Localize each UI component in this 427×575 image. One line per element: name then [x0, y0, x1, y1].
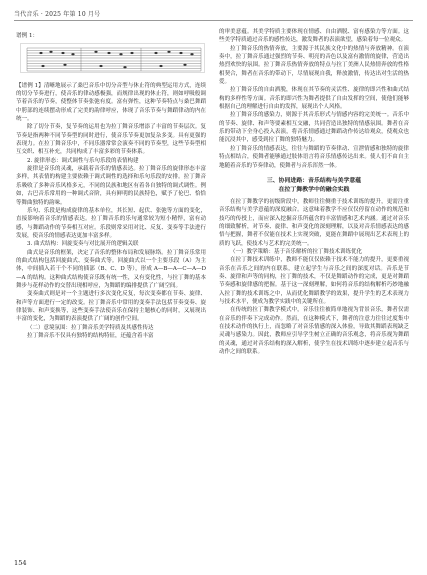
paragraph: 的审美意蕴。其美学特质主要体现在情感、自由洒脱、富有感染力等方面。这些美学特质通过音乐的感性传达，激发舞者的表演欲望，感染着每一位观众。 — [219, 29, 409, 44]
paragraph: 在传统的拉丁舞教学模式中，音乐往往被简单地视为背景音乐，舞者仅需在音乐的伴奏下完成动作。然而，在这种模式下，舞者的注意力往往过度集中在技术动作的执行上，而忽略了对音乐情感的深入体验，导致其舞蹈表现缺乏灵魂与感染力。因此，教师应引导学生树立正确的音乐观念，将音乐视为舞蹈的灵魂，通过对音乐结构的深入解析，使学生在技术训练中逐步建立起音乐与动作之间的联系。 — [219, 307, 409, 356]
subheading: （一）教学策略：基于音乐解析的拉丁舞技术训练优化 — [230, 248, 363, 255]
paragraph: 在拉丁舞技术训练中，教师不能仅仅依赖于技术不能力的提升，更要重视音乐在音乐之间的内在联系，建立起学生与音乐之间的深度对话。音乐是节奏、旋律和声等的同构，拉丁舞的技术，不仅是舞蹈动作的完成，更是对舞蹈节奏感和旋律感的把握。基于这一深刻理解，如何将音乐的结构解析巧妙地融入拉丁舞的技术训练之中，从而优化舞蹈教学的效果，提升学生的艺术表现力与技术水平，便成为教学实践中的关键所在。 — [219, 257, 409, 305]
music-score-image — [20, 43, 205, 73]
paragraph: 乐句、乐段是构成旋律的基本单位，其长短、起伏、张弛等方面的变化，直接影响着音乐的情感表达。拉丁舞音乐的乐句通常较为短小精悍，富有动感，与舞蹈动作的节奏相互对应。乐段则常采用对比、反复、变奏等手法进行发展，使音乐的情感表达更加丰富多样。 — [16, 207, 206, 239]
paragraph: 拉丁舞音乐不仅具有独特的结构特征，还蕴含着丰富 — [27, 333, 154, 339]
example-label: 谱例 1： — [16, 33, 39, 39]
paragraph: 变奏曲式则是对一个主题进行多次变化反复，每次变奏都在节奏、旋律、和声等方面进行一定的改变。拉丁舞音乐中常用的变奏手法包括节奏变奏、旋律装饰、和声变换等，这些变奏手法使音乐在保持主题核心的同时，又展现出丰富的变化，为舞蹈的表演提供了广阔的创作空间。 — [16, 291, 206, 323]
paragraph: 除了切分节奏，复节奏的运用也为拉丁舞音乐增添了丰富的节奏层次。复节奏是指两种不同节奏型的同时进行，使音乐节奏更加复杂多变。具有更强的表现力。在拉丁舞音乐中，不同乐器常常会演奏不同的节奏型，这些节奏型相互交织、相互补充，共同构成了丰富多彩的节奏体系。 — [16, 124, 206, 156]
subheading: 2. 旋律形态：调式调性与乐句乐段的表情构建 — [27, 157, 139, 164]
paragraph: 拉丁舞音乐的热情奔放，主要源于其民族文化中的热情与奔放精神。在演奏中，拉丁舞音乐通过强烈的节奏、明亮的音色以及富有激情的旋律，营造出热烈欢快的氛围。拉丁舞音乐热情奔放的特点与拉丁美洲人民热情奔放的性格相契合，舞者在音乐的带动下，尽情展现自我，释放激情，传达出对生活的热爱。 — [219, 45, 409, 86]
left-column — [16, 28, 206, 340]
paragraph: 旋律是音乐的灵魂，承载着音乐的情感表达。拉丁舞音乐的旋律形态丰富多样，其表情的构建主要依赖于调式调性的选择和乐句乐段的安排。拉丁舞音乐吸收了多种音乐风格多元，不同的民族和地区有着各自独特的调式调性。例如，古巴音乐常用的一种调式音阶，具有鲜明的民族特色，赋予了伦巴、恰恰等舞曲独特的韵味。 — [16, 166, 206, 206]
header-rule — [14, 20, 413, 21]
page-number: 154 — [14, 559, 27, 567]
right-column — [219, 28, 409, 356]
section-title: 三、协同进路：音乐结构与美学意蕴 — [266, 176, 362, 184]
subheading: 3. 曲式结构：回旋变奏与对比展开的逻辑关联 — [27, 241, 139, 248]
paragraph: 在拉丁舞教学的初级阶段中，教师往往侧重于技术训练的提升，更需注重音乐结构与美学意蕴的深度融合。这意味着教学不应仅仅停留在动作的规范和技巧的传授上，而应深入挖掘音乐所蕴含的丰富情感和艺术内涵。通过对音乐的细致解析，对节奏、旋律、和声变化的深刻理解，以及对音乐情感表达的感悟与把握，舞者不仅能在技术上实现突破，更能在舞蹈中展现出艺术表现上的质的飞跃，使技术与艺术的完美统一。 — [219, 198, 409, 247]
paragraph: 曲式是音乐的框架，决定了音乐的整体布局和发展脉络。拉丁舞音乐常用的曲式结构包括回旋曲式、变奏曲式等。回旋曲式以一个主要乐段（A）为主体，中间插入若干个不同的插部（B、C、D 等），形成 A—B—A—C—A—D—A 的结构。这种曲式结构使音乐既有统一性，又有变化性，与拉丁舞的基本舞步与花样动作的交替出现相呼应，为舞蹈的编排提供了广阔空间。 — [16, 249, 206, 289]
subheading: （二）意境氛围：拉丁舞音乐美学特质及其感性传达 — [27, 324, 154, 331]
paragraph: 拉丁舞音乐的情感表达，往往与舞蹈的节奏律动、宣泄情感和独特的旋律特点相结合，使舞者能够通过肢体语言将音乐情感传达出来。使人们不由自主地随着音乐的节奏律动，使舞者与音乐浑然一体。 — [219, 145, 409, 169]
paragraph: 拉丁舞音乐的感染力，则源于其音乐形式与情感内容的完美统一。音乐中的节奏、旋律、和声等要素相互交融，共同营造出独特的情感氛围。舞者在音乐的带动下全身心投入表演，将音乐情感通过舞蹈动作传达给观众，使观众也能沉浸其中，感受到拉丁舞的独特魅力。 — [219, 112, 409, 144]
paragraph: 【谱例 1】清晰地展示了桑巴音乐中切分音型与休止符的典型运用方式，连续的切分节奏进行，使音乐的律动感极强，而规律出现的休止符，则如呼吸般调节着音乐的节奏，使整体节奏张弛有度。富有弹性，这种节奏特点与桑巴舞蹈中胯部的连续摆动形成了完美的韵律呼应，体现了音乐节奏与舞蹈律动的内在统一。 — [16, 82, 206, 123]
paragraph: 拉丁舞音乐的自由洒脱，体现在其节奏的灵活性、旋律的即兴性和曲式结构的多样性等方面。音乐的即兴性为舞者提供了自由发挥的空间，使他们能够根据自己的理解进行自由的发挥，展现出个人风格。 — [219, 87, 409, 111]
running-header: 当代音乐 · 2025 年第 10 月号 — [14, 11, 101, 18]
section-subtitle: 在拉丁舞教学中的融合实践 — [278, 185, 350, 193]
